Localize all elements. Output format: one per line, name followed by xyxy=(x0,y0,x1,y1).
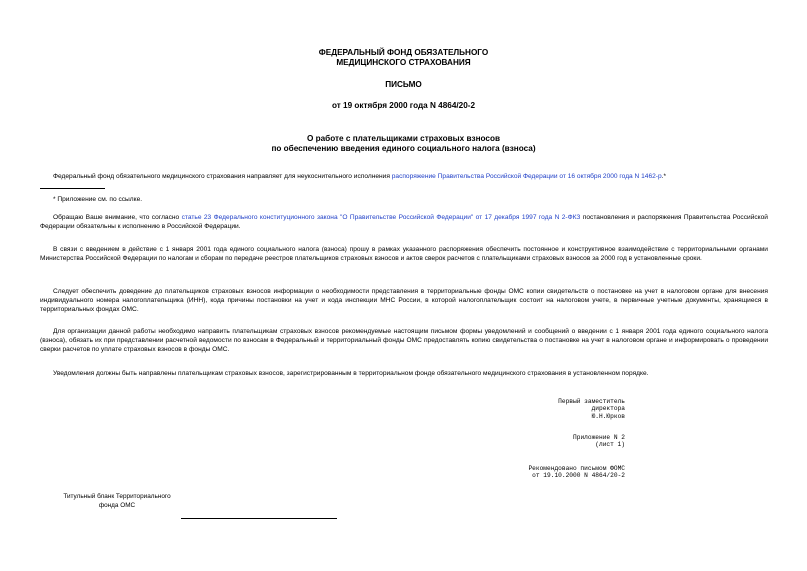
paragraph-2-tail: постановления и распоряжения Правительства Российской Федерации обязательны к исполнению в Российской Федерации. xyxy=(40,214,768,231)
recommended-block xyxy=(528,465,625,480)
paragraph-1-text: Федеральный фонд обязательного медицинского страхования направляет для неукоснительного исполнения xyxy=(53,173,392,180)
signature-position: Первый заместитель xyxy=(558,398,625,405)
title-form-caption xyxy=(52,492,182,510)
appendix-sheet: (лист 1) xyxy=(595,441,625,449)
signature-position-2: директора xyxy=(591,405,625,413)
appendix-number: Приложение N 2 xyxy=(573,434,625,441)
org-name-line2: МЕДИЦИНСКОГО СТРАХОВАНИЯ xyxy=(336,58,471,67)
signature-name: Ю.Н.Юрков xyxy=(591,412,625,420)
paragraph-4: Следует обеспечить доведение до плательщиков страховых взносов информации о необходимости представления в территориальные фонды ОМС копии свидетельств о постановке на учет в налоговом органе для внесения индивидуального номера налогоплательщика (ИНН), кода причины постановки на учет и кода инспекции МНС России, в которой налогоплательщик состоит на налоговом учете, в первичные учетные документы, хранящиеся в территориальных фондах ОМС. xyxy=(40,288,768,314)
form-field-line xyxy=(181,518,337,519)
paragraph-1 xyxy=(40,172,768,181)
paragraph-6: Уведомления должны быть направлены плательщикам страховых взносов, зарегистрированным в территориальном фонде обязательного медицинского страхования в установленном порядке. xyxy=(53,370,649,377)
paragraph-5: Для организации данной работы необходимо направить плательщикам страховых взносов рекомендуемые настоящим письмом формы уведомлений и сообщений о введении с 1 января 2001 года единого социального налога (взноса), обязать их при представлении расчетной ведомости по взносам в Федеральный и территориальный фонды ОМС предоставлять копию свидетельства о постановке на учет в налоговом органе и информировать о проведении сверки расчетов по уплате страховых взносов в фонды ОМС. xyxy=(40,328,768,354)
appendix-block xyxy=(573,434,625,449)
document-date: от 19 октября 2000 года N 4864/20-2 xyxy=(331,101,476,110)
title-form-line2: фонда ОМС xyxy=(98,502,136,509)
recommended-text: Рекомендовано письмом ФОМС xyxy=(528,465,625,472)
law-link[interactable]: статье 23 Федерального конституционного закона "О Правительстве Российской Федерации" от 17 декабря 1997 года N 2-ФКЗ xyxy=(181,214,581,221)
signature-block xyxy=(558,398,625,420)
footnote: * Приложение см. по ссылке. xyxy=(53,196,143,203)
recommended-ref: от 19.10.2000 N 4864/20-2 xyxy=(532,472,625,480)
document-type: ПИСЬМО xyxy=(385,80,422,89)
title-form-line1: Титульный бланк Территориального xyxy=(63,493,171,500)
paragraph-1-tail: .* xyxy=(661,173,667,180)
subject-line1: О работе с плательщиками страховых взносов xyxy=(306,134,501,143)
paragraph-2 xyxy=(40,213,768,231)
paragraph-3: В связи с введением в действие с 1 января 2001 года единого социального налога (взноса) прошу в рамках указанного распоряжения обеспечить постоянное и конструктивное взаимодействие с территориальными органами Министерства Российской Федерации по налогам и сборам по передаче реестров плательщиков страховых взносов и актов сверок расчетов с плательщиками страховых взносов за 2000 год в установленные сроки. xyxy=(40,246,768,263)
decree-link[interactable]: распоряжение Правительства Российской Федерации от 16 октября 2000 года N 1462-р xyxy=(391,173,662,180)
footnote-divider xyxy=(40,188,105,189)
subject-line2: по обеспечению введения единого социального налога (взноса) xyxy=(271,144,536,153)
org-name-line1: ФЕДЕРАЛЬНЫЙ ФОНД ОБЯЗАТЕЛЬНОГО xyxy=(318,48,489,57)
paragraph-2-text: Обращаю Ваше внимание, что согласно xyxy=(53,214,182,221)
